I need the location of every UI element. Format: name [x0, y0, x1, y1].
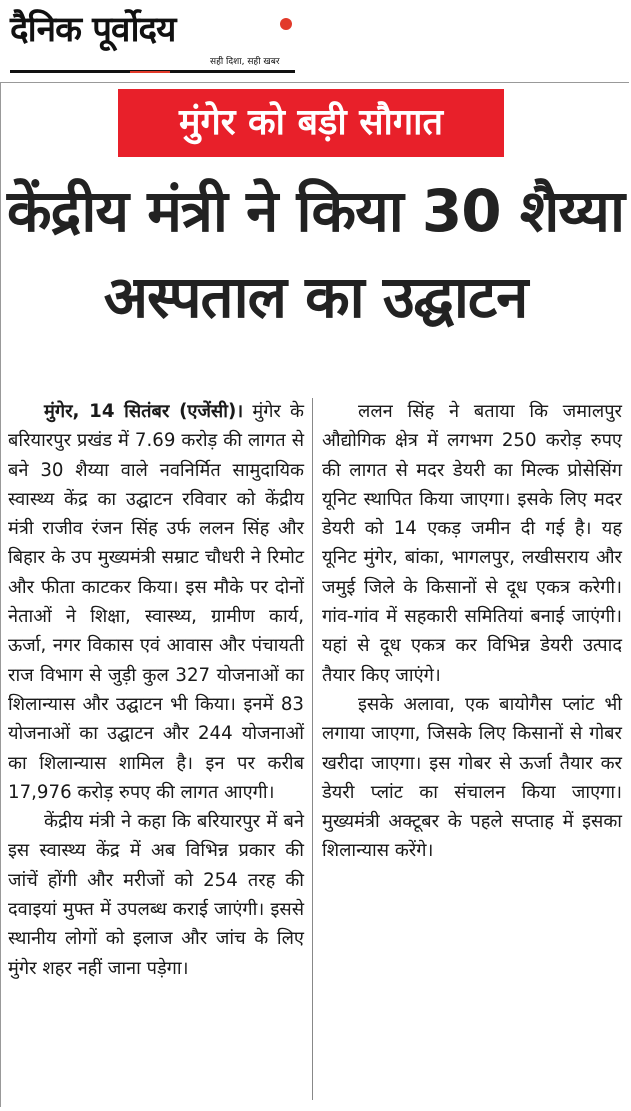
newspaper-title: दैनिक पूर्वोदय	[10, 10, 176, 50]
headline: केंद्रीय मंत्री ने किया 30 शैय्या अस्पताल का उद्घाटन	[7, 177, 624, 331]
masthead	[10, 8, 295, 72]
article-column-left	[8, 397, 304, 983]
newspaper-tagline: सही दिशा, सही खबर	[210, 57, 280, 67]
kicker-banner: मुंगेर को बड़ी सौगात	[118, 89, 504, 157]
column-divider	[312, 398, 313, 1100]
masthead-dot-icon	[280, 18, 292, 30]
dateline: मुंगेर, 14 सितंबर (एजेंसी)।	[44, 401, 244, 422]
paragraph-2: केंद्रीय मंत्री ने कहा कि बरियारपुर में बने इस स्वास्थ्य केंद्र में अब विभिन्न प्रकार की जांचें होंगी और मरीजों को 254 तरह की दवाइयां मुफ्त में उपलब्ध कराई जाएंगी। इससे स्थानीय लोगों को इलाज और जांच के लिए मुंगेर शहर नहीं जाना पड़ेगा।	[8, 811, 304, 979]
paragraph-4: इसके अलावा, एक बायोगैस प्लांट भी लगाया जाएगा, जिसके लिए किसानों से गोबर खरीदा जाएगा। इस गोबर से ऊर्जा तैयार कर डेयरी प्लांट का संचालन किया जाएगा। मुख्यमंत्री अक्टूबर के पहले सप्ताह में इसका शिलान्यास करेंगे।	[322, 693, 622, 862]
paragraph-1-text: मुंगेर के बरियारपुर प्रखंड में 7.69 करोड़ की लागत से बने 30 शैय्या वाले नवनिर्मित सामुदायिक स्वास्थ्य केंद्र का उद्घाटन रविवार को केंद्रीय मंत्री राजीव रंजन सिंह उर्फ ललन सिंह और बिहार के उप मुख्यमंत्री सम्राट चौधरी ने रिमोट और फीता काटकर किया। इस मौके पर दोनों नेताओं ने शिक्षा, स्वास्थ्य, ग्रामीण कार्य, ऊर्जा, नगर विकास एवं आवास और पंचायती राज विभाग से जुड़ी कुल 327 योजनाओं का शिलान्यास और उद्घाटन भी किया। इनमें 83 योजनाओं का उद्घाटन और 244 योजनाओं का शिलान्यास शामिल है। इन पर करीब 17,976 करोड़ रुपए की लागत आएगी।	[8, 401, 304, 803]
paragraph-3: ललन सिंह ने बताया कि जमालपुर औद्योगिक क्षेत्र में लगभग 250 करोड़ रुपए की लागत से मदर डेयरी का मिल्क प्रोसेसिंग यूनिट स्थापित किया जाएगा। इसके लिए मदर डेयरी को 14 एकड़ जमीन दी गई है। यह यूनिट मुंगेर, बांका, भागलपुर, लखीसराय और जमुई जिले के किसानों से दूध एकत्र करेगी। गांव-गांव में सहकारी समितियां बनाई जाएंगी। यहां से दूध एकत्र कर विभिन्न डेयरी उत्पाद तैयार किए जाएंगे।	[322, 401, 622, 686]
article-column-right	[322, 397, 622, 866]
paragraph-1	[8, 397, 304, 807]
masthead-rule-accent	[130, 71, 170, 73]
